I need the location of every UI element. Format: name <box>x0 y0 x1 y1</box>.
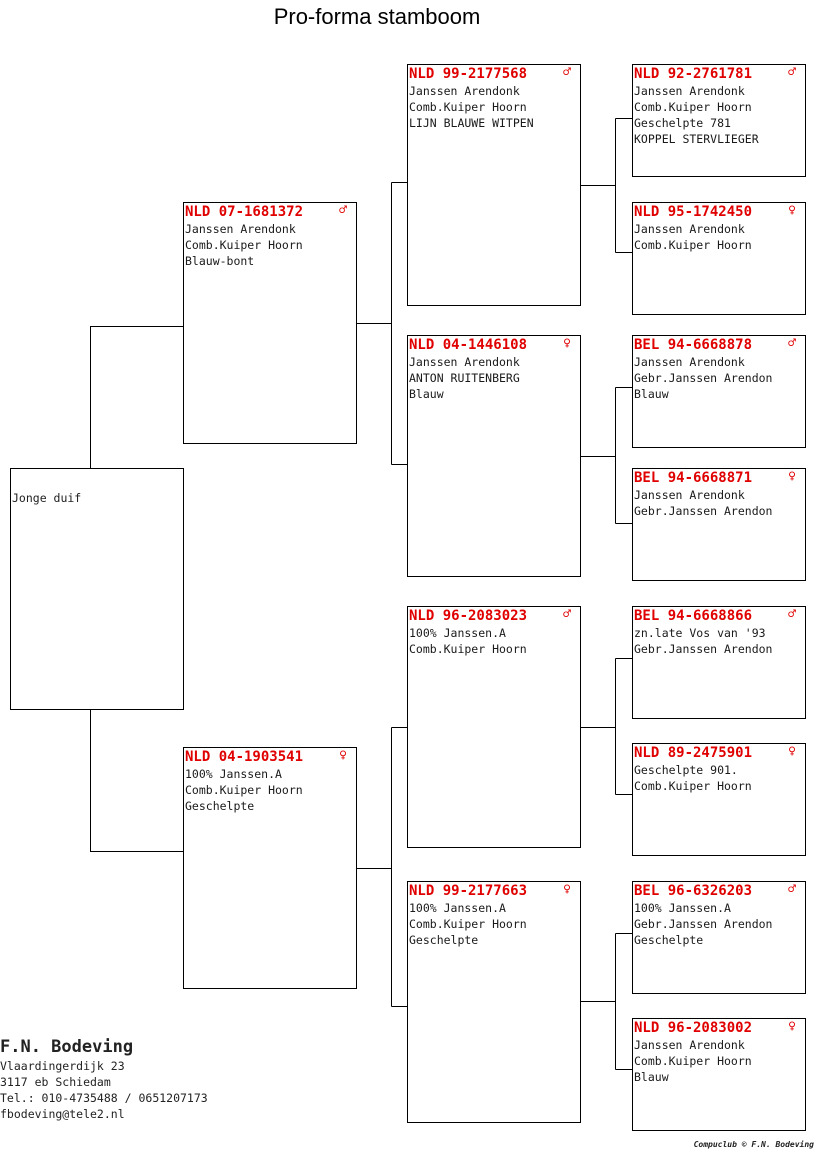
bird-detail-line: Blauw-bont <box>185 254 255 268</box>
bird-detail-line: 100% Janssen.A <box>185 767 282 781</box>
bird-detail-line: ANTON RUITENBERG <box>409 371 520 385</box>
bird-details <box>634 762 805 794</box>
pedigree-box-fff <box>632 64 806 177</box>
bird-details <box>634 625 805 657</box>
bird-detail-line: zn.late Vos van '93 <box>634 626 766 640</box>
bird-detail-line: Comb.Kuiper Hoorn <box>634 1054 752 1068</box>
bird-details <box>634 487 805 519</box>
bird-detail-line: Gebr.Janssen Arendon <box>634 371 773 385</box>
bird-detail-line: Gebr.Janssen Arendon <box>634 504 773 518</box>
pedigree-box-father-father <box>407 64 581 306</box>
pedigree-box-mmm <box>632 1018 806 1131</box>
bird-detail-line: Comb.Kuiper Hoorn <box>185 238 303 252</box>
male-symbol-icon: ♂ <box>563 65 571 80</box>
bird-detail-line: Janssen Arendonk <box>409 355 520 369</box>
pedigree-box-mfm <box>632 743 806 856</box>
bird-detail-line: Janssen Arendonk <box>409 84 520 98</box>
bird-details <box>185 766 356 814</box>
pedigree-box-mmf <box>632 881 806 994</box>
pedigree-box-father <box>183 202 357 444</box>
male-symbol-icon: ♂ <box>788 336 796 351</box>
pedigree-box-mother-father <box>407 606 581 848</box>
ring-number: NLD 95-1742450 <box>634 204 753 220</box>
bird-detail-line: Janssen Arendonk <box>634 222 745 236</box>
ring-number: BEL 94-6668878 <box>634 337 753 353</box>
ring-number: NLD 99-2177663 <box>409 883 528 899</box>
bird-detail-line: Geschelpte <box>409 933 479 947</box>
ring-number: NLD 07-1681372 <box>185 204 304 220</box>
bird-detail-line: Comb.Kuiper Hoorn <box>185 783 303 797</box>
breeder-address <box>0 1036 208 1122</box>
bird-detail-line: 100% Janssen.A <box>634 901 731 915</box>
ring-number: NLD 99-2177568 <box>409 66 528 82</box>
male-symbol-icon: ♂ <box>788 882 796 897</box>
female-symbol-icon: ♀ <box>788 469 796 484</box>
ring-number: NLD 89-2475901 <box>634 745 753 761</box>
breeder-name: F.N. Bodeving <box>0 1037 134 1057</box>
bird-detail-line: 100% Janssen.A <box>409 901 506 915</box>
bird-detail-line: Blauw <box>409 387 444 401</box>
ring-number: NLD 04-1446108 <box>409 337 528 353</box>
bird-detail-line: Janssen Arendonk <box>634 1038 745 1052</box>
bird-details <box>634 1037 805 1085</box>
male-symbol-icon: ♂ <box>788 607 796 622</box>
female-symbol-icon: ♀ <box>563 882 571 897</box>
page-title: Pro-forma stamboom <box>273 4 481 29</box>
footer-credit: Compuclub © F.N. Bodeving <box>693 1140 814 1149</box>
bird-detail-line: Gebr.Janssen Arendon <box>634 917 773 931</box>
male-symbol-icon: ♂ <box>563 607 571 622</box>
bird-detail-line: Janssen Arendonk <box>185 222 296 236</box>
pedigree-box-father-mother <box>407 335 581 577</box>
ring-number: NLD 96-2083002 <box>634 1020 753 1036</box>
female-symbol-icon: ♀ <box>788 203 796 218</box>
subject-label: Jonge duif <box>12 491 82 505</box>
bird-details <box>634 83 805 147</box>
bird-details <box>634 900 805 948</box>
ring-number: NLD 04-1903541 <box>185 749 304 765</box>
bird-detail-line: Geschelpte 781 <box>634 116 731 130</box>
pedigree-box-mother <box>183 747 357 989</box>
bird-detail-line: Comb.Kuiper Hoorn <box>634 238 752 252</box>
breeder-phone: Tel.: 010-4735488 / 0651207173 <box>0 1091 208 1105</box>
female-symbol-icon: ♀ <box>339 748 347 763</box>
bird-detail-line: Janssen Arendonk <box>634 488 745 502</box>
female-symbol-icon: ♀ <box>563 336 571 351</box>
ring-number: BEL 94-6668871 <box>634 470 753 486</box>
bird-details <box>409 625 580 657</box>
breeder-street: Vlaardingerdijk 23 <box>0 1059 125 1073</box>
breeder-email: fbodeving@tele2.nl <box>0 1107 125 1121</box>
bird-details <box>409 900 580 948</box>
bird-details <box>409 83 580 131</box>
ring-number: BEL 96-6326203 <box>634 883 753 899</box>
bird-detail-line: Blauw <box>634 1070 669 1084</box>
bird-detail-line: Comb.Kuiper Hoorn <box>634 779 752 793</box>
bird-detail-line: Janssen Arendonk <box>634 355 745 369</box>
bird-detail-line: Comb.Kuiper Hoorn <box>409 642 527 656</box>
ring-number: BEL 94-6668866 <box>634 608 753 624</box>
ring-number: NLD 96-2083023 <box>409 608 528 624</box>
pedigree-box-ffm <box>632 202 806 315</box>
bird-details <box>634 221 805 253</box>
bird-detail-line: Geschelpte <box>634 933 704 947</box>
bird-details <box>185 221 356 269</box>
female-symbol-icon: ♀ <box>788 1019 796 1034</box>
bird-detail-line: LIJN BLAUWE WITPEN <box>409 116 534 130</box>
bird-detail-line: Janssen Arendonk <box>634 84 745 98</box>
pedigree-box-mother-mother <box>407 881 581 1123</box>
bird-detail-line: Gebr.Janssen Arendon <box>634 642 773 656</box>
bird-detail-line: Blauw <box>634 387 669 401</box>
bird-detail-line: 100% Janssen.A <box>409 626 506 640</box>
ring-number: NLD 92-2761781 <box>634 66 753 82</box>
bird-detail-line: Comb.Kuiper Hoorn <box>409 100 527 114</box>
male-symbol-icon: ♂ <box>788 65 796 80</box>
breeder-city: 3117 eb Schiedam <box>0 1075 111 1089</box>
bird-detail-line: KOPPEL STERVLIEGER <box>634 132 759 146</box>
pedigree-box-fmm <box>632 468 806 581</box>
female-symbol-icon: ♀ <box>788 744 796 759</box>
bird-detail-line: Geschelpte <box>185 799 255 813</box>
bird-details <box>634 354 805 402</box>
male-symbol-icon: ♂ <box>339 203 347 218</box>
pedigree-box-fmf <box>632 335 806 448</box>
bird-detail-line: Comb.Kuiper Hoorn <box>634 100 752 114</box>
pedigree-box-mff <box>632 606 806 719</box>
bird-detail-line: Comb.Kuiper Hoorn <box>409 917 527 931</box>
bird-detail-line: Geschelpte 901. <box>634 763 738 777</box>
bird-details <box>409 354 580 402</box>
subject-box <box>10 468 184 710</box>
